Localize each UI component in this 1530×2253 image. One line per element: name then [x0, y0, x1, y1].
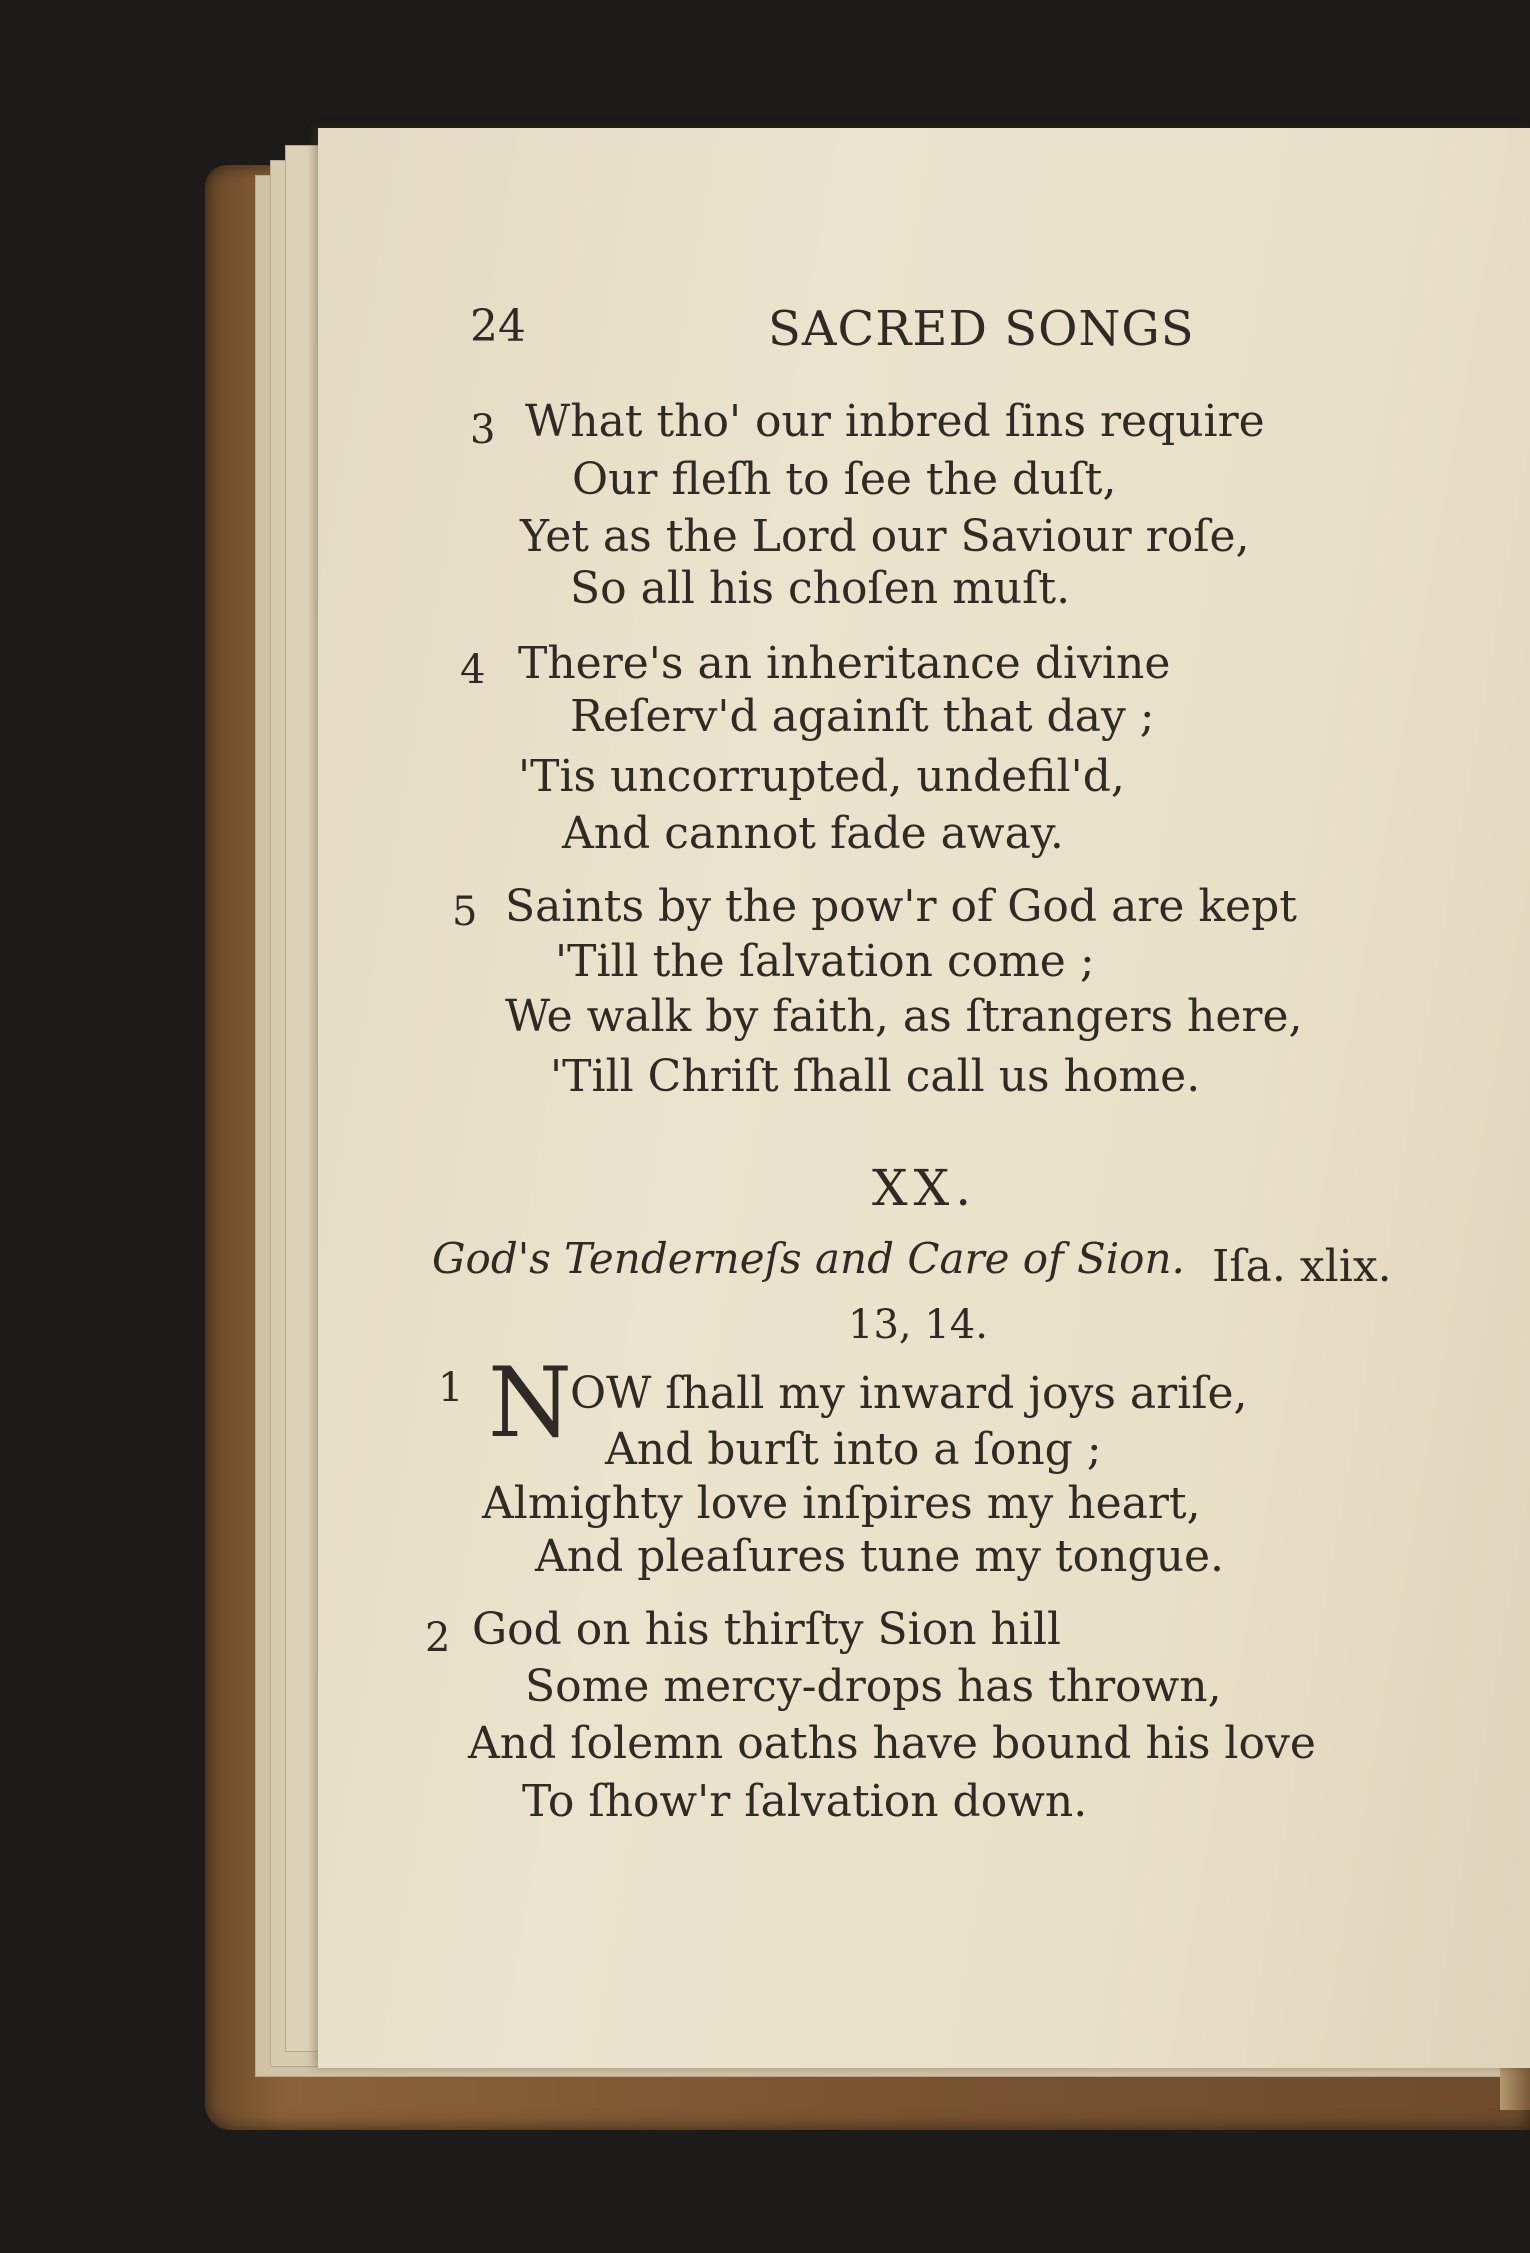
verse-line: Our fleſh to ſee the duſt,	[572, 454, 1117, 505]
verse-line: Saints by the pow'r of God are kept	[505, 881, 1297, 932]
verse-line: 'Till the ſalvation come ;	[555, 936, 1095, 987]
hymn-subtitle: God's Tenderneſs and Care of Sion.	[432, 1234, 1185, 1283]
stanza-number: 4	[460, 647, 486, 693]
verse-line: And ſolemn oaths have bound his love	[468, 1718, 1316, 1769]
verse-line: So all his choſen muſt.	[570, 563, 1071, 614]
verse-line: What tho' our inbred ſins require	[525, 396, 1265, 447]
verse-line: And burſt into a ſong ;	[605, 1424, 1102, 1475]
verse-line: Almighty love inſpires my heart,	[482, 1478, 1201, 1529]
verse-line: 'Tis uncorrupted, undefil'd,	[518, 751, 1125, 802]
verse-line: God on his thirſty Sion hill	[472, 1604, 1062, 1655]
scripture-reference-cont: 13, 14.	[848, 1302, 988, 1348]
verse-line: OW ſhall my inward joys ariſe,	[570, 1368, 1248, 1419]
hymn-numeral: XX.	[872, 1159, 978, 1217]
stanza-number: 1	[438, 1365, 464, 1411]
stanza-number: 5	[452, 889, 478, 935]
verse-line: There's an inheritance divine	[518, 638, 1171, 689]
verse-line: And cannot fade away.	[562, 808, 1064, 859]
verse-line: We walk by faith, as ſtrangers here,	[505, 991, 1303, 1042]
verse-line: Yet as the Lord our Saviour roſe,	[520, 511, 1250, 562]
stanza-number: 3	[470, 407, 496, 453]
drop-cap: N	[488, 1347, 572, 1459]
verse-line: To ſhow'r ſalvation down.	[522, 1776, 1088, 1827]
scripture-reference: Iſa. xlix.	[1212, 1241, 1392, 1292]
verse-line: 'Till Chriſt ſhall call us home.	[550, 1051, 1201, 1102]
verse-line: Reſerv'd againſt that day ;	[570, 691, 1155, 742]
stanza-number: 2	[425, 1615, 451, 1661]
page-number: 24	[470, 301, 526, 352]
running-title: SACRED SONGS	[768, 301, 1195, 357]
verse-line: And pleaſures tune my tongue.	[535, 1531, 1225, 1582]
verse-line: Some mercy-drops has thrown,	[525, 1661, 1222, 1712]
